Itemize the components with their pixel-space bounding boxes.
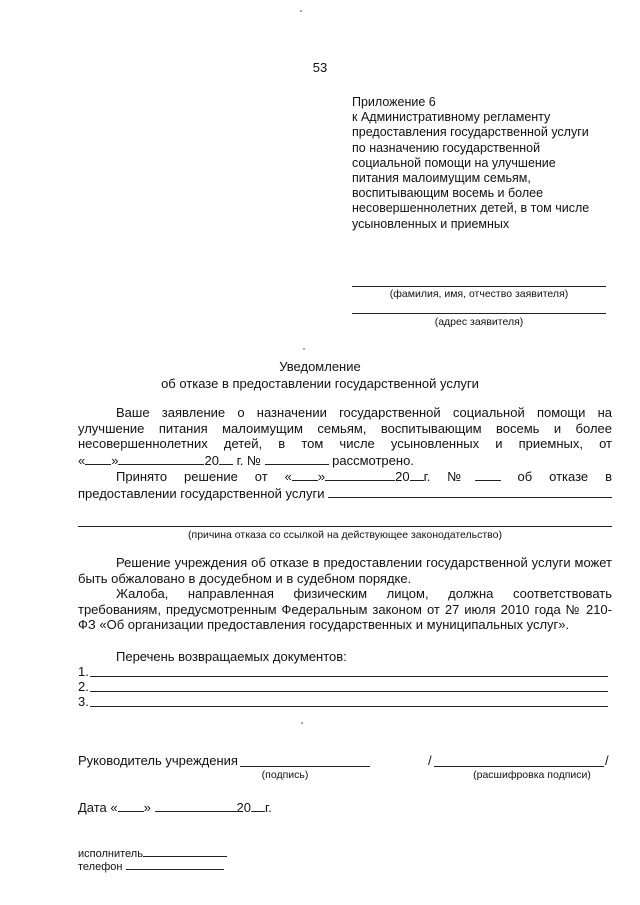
- appendix-line: к Административному регламенту: [352, 110, 551, 125]
- slash-right: /: [605, 753, 609, 768]
- page-number: 53: [312, 60, 328, 75]
- year-suffix: г.: [264, 800, 272, 815]
- applicant-address-caption: (адрес заявителя): [434, 316, 524, 328]
- decision-number-field[interactable]: [475, 468, 501, 481]
- phone-field[interactable]: [126, 859, 224, 870]
- appendix-line: Приложение 6: [352, 95, 436, 109]
- appendix-line: социальной помощи на улучшение: [352, 155, 556, 170]
- applicant-name-field[interactable]: [352, 286, 606, 287]
- decision-year-field[interactable]: [410, 468, 424, 481]
- application-day-field[interactable]: [85, 452, 111, 465]
- reason-caption: (причина отказа со ссылкой на действующее законодательство): [188, 529, 502, 541]
- service-line: [78, 485, 612, 502]
- application-text: Ваше заявление о назначении государственной социальной помощи на улучшение питания малоимущим семьям, воспитывающим восемь и более несовершеннолетних детей, в том числе усыновленных и приемных, от: [78, 405, 612, 452]
- doc-item-2: [78, 679, 89, 694]
- service-text: предоставлении государственной услуги: [78, 485, 325, 501]
- decision-line: [78, 468, 612, 485]
- decision-month-field[interactable]: [325, 468, 395, 481]
- service-field[interactable]: [328, 485, 612, 498]
- complaint-paragraph: Жалоба, направленная физическим лицом, должна соответствовать требованиям, предусмотренным Федеральным законом от 27 июля 2010 года № 210-ФЗ «Об организации предоставления государственных и муниципальных услуг».: [78, 586, 612, 633]
- applicant-name-caption: (фамилия, имя, отчество заявителя): [389, 288, 569, 300]
- decision-day-field[interactable]: [292, 468, 318, 481]
- date-line: [78, 799, 272, 815]
- date-year-field[interactable]: [251, 799, 265, 812]
- appeal-paragraph: Решение учреждения об отказе в предоставлении государственной услуги может быть обжаловано в досудебном и в судебном порядке.: [78, 555, 612, 586]
- doc-item-3: [78, 694, 89, 709]
- quote-open: «: [78, 452, 86, 468]
- decision-paragraphs: [78, 405, 612, 502]
- doc-item-2-field[interactable]: [90, 691, 608, 692]
- decision-text: Принято решение от «: [116, 469, 292, 485]
- executor-field[interactable]: [143, 846, 227, 857]
- appendix-line: по назначению государственной: [352, 140, 541, 155]
- application-month-field[interactable]: [118, 452, 204, 465]
- date-month-field[interactable]: [155, 799, 237, 812]
- decode-caption: (расшифровка подписи): [473, 769, 591, 781]
- doc-item-3-field[interactable]: [90, 706, 608, 707]
- number-label: г. №: [236, 452, 261, 468]
- date-label: Дата «: [78, 800, 118, 815]
- signature-field[interactable]: [240, 766, 370, 767]
- doc-item-1-field[interactable]: [90, 676, 608, 677]
- number-label: г. №: [423, 469, 475, 485]
- signature-caption: (подпись): [261, 769, 309, 781]
- phone-label: телефон: [78, 861, 123, 873]
- doc-item-number: 1.: [78, 664, 89, 679]
- notice-subtitle: об отказе в предоставлении государственной услуги: [161, 376, 479, 391]
- appendix-line: несовершеннолетних детей, в том числе: [352, 201, 590, 216]
- slash-left: /: [428, 753, 432, 768]
- notice-title: Уведомление: [279, 359, 361, 374]
- application-number-field[interactable]: [265, 452, 329, 465]
- phone-line: [78, 859, 224, 873]
- considered-text: рассмотрено.: [332, 452, 414, 468]
- appeal-block: [78, 555, 612, 633]
- doc-item-1: [78, 664, 89, 679]
- applicant-address-field[interactable]: [352, 313, 606, 314]
- appendix-block: [352, 95, 614, 232]
- appendix-line: воспитывающим восемь и более: [352, 186, 544, 201]
- scan-speck: [300, 10, 302, 12]
- signature-decode-field[interactable]: [434, 766, 604, 767]
- quote-close: »: [111, 452, 119, 468]
- quote-close: »: [317, 469, 326, 485]
- scan-speck: [303, 348, 305, 350]
- head-label: Руководитель учреждения: [78, 753, 238, 768]
- quote-close: »: [143, 800, 151, 815]
- doc-item-number: 2.: [78, 679, 89, 694]
- appendix-line: предоставления государственной услуги: [352, 125, 589, 140]
- appendix-line: питания малоимущим семьям,: [352, 171, 531, 186]
- doc-item-number: 3.: [78, 694, 89, 709]
- scan-speck: [301, 722, 303, 724]
- application-date-line: [78, 452, 612, 469]
- year-prefix: 20: [236, 800, 251, 815]
- date-day-field[interactable]: [118, 799, 144, 812]
- refusal-text: об отказе в: [517, 469, 612, 485]
- docs-title: Перечень возвращаемых документов:: [116, 649, 347, 664]
- application-paragraph: [78, 405, 612, 452]
- reason-field[interactable]: [78, 526, 612, 527]
- year-prefix: 20: [204, 452, 219, 468]
- appendix-line: усыновленных и приемных: [352, 216, 510, 231]
- executor-line: [78, 846, 227, 860]
- year-prefix: 20: [395, 469, 410, 485]
- executor-label: исполнитель: [78, 848, 143, 860]
- application-year-field[interactable]: [219, 452, 233, 465]
